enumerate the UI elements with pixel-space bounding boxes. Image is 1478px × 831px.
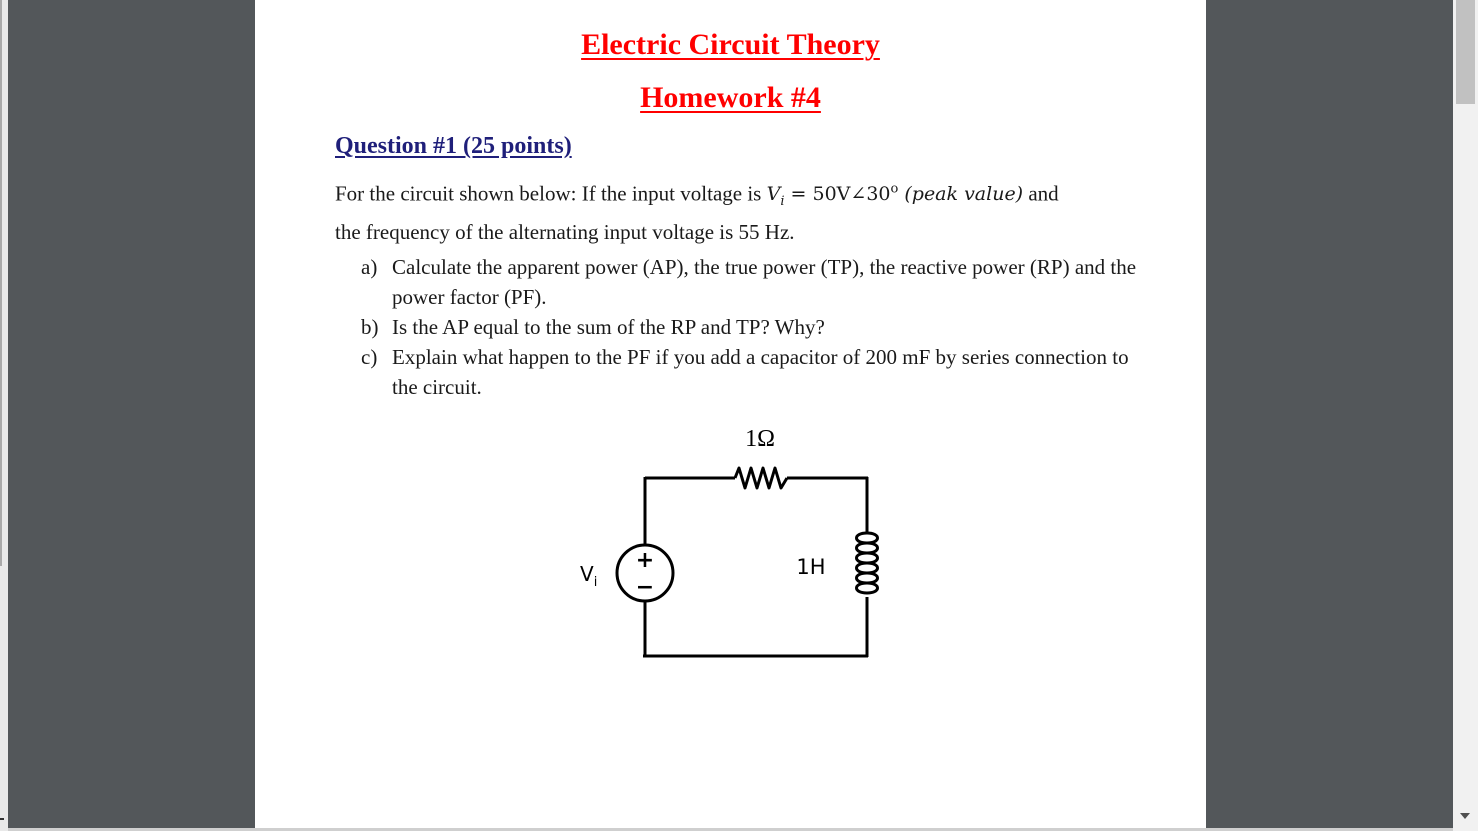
source-label: [580, 562, 597, 590]
peak-value-note: (peak value): [898, 183, 1024, 206]
intro-text-frequency: the frequency of the alternating input voltage is 55 Hz.: [335, 220, 795, 245]
item-letter: a): [361, 255, 378, 279]
item-text: Explain what happen to the PF if you add a capacitor of 200 mF by series connection to the circuit.: [392, 345, 1129, 399]
question-intro: [335, 175, 1135, 247]
list-item: [361, 342, 1151, 402]
homework-title: Homework #4: [640, 81, 821, 114]
intro-text-and: and: [1023, 181, 1059, 206]
vertical-scrollbar[interactable]: [1453, 0, 1478, 831]
document-page: [255, 0, 1206, 831]
voltage-subscript: i: [780, 194, 785, 210]
circuit-diagram: [555, 415, 915, 675]
intro-text-start: For the circuit shown below: If the input voltage is: [335, 181, 767, 206]
inductor-label: 1H: [796, 555, 826, 579]
list-item: [361, 312, 1151, 342]
item-letter: c): [361, 345, 378, 369]
item-text: Is the AP equal to the sum of the RP and TP? Why?: [392, 315, 825, 339]
list-item: [361, 252, 1151, 312]
voltage-expression: [766, 182, 1024, 210]
left-edge-tick: [0, 818, 4, 820]
scroll-down-arrow-icon[interactable]: [1460, 813, 1470, 819]
left-edge-marker: [0, 0, 2, 566]
source-label-sub: i: [593, 575, 598, 590]
scrollbar-thumb[interactable]: [1456, 0, 1475, 104]
degree-sign: o: [890, 182, 899, 197]
source-minus: −: [635, 575, 655, 600]
inductor-symbol: [857, 533, 878, 593]
resistor-label: 1Ω: [745, 426, 775, 452]
question-heading: Question #1 (25 points): [335, 133, 572, 159]
item-text: Calculate the apparent power (AP), the true power (TP), the reactive power (RP) and the power factor (PF).: [392, 255, 1137, 309]
item-letter: b): [361, 315, 379, 339]
source-label-main: V: [580, 562, 594, 586]
question-items: [361, 252, 1151, 402]
left-window-edge: [0, 0, 8, 831]
resistor-symbol: [735, 468, 787, 488]
voltage-value: = 50V∠30: [784, 183, 891, 206]
document-title: Electric Circuit Theory: [581, 28, 880, 61]
voltage-symbol: V: [766, 183, 781, 206]
source-plus: +: [635, 548, 655, 573]
